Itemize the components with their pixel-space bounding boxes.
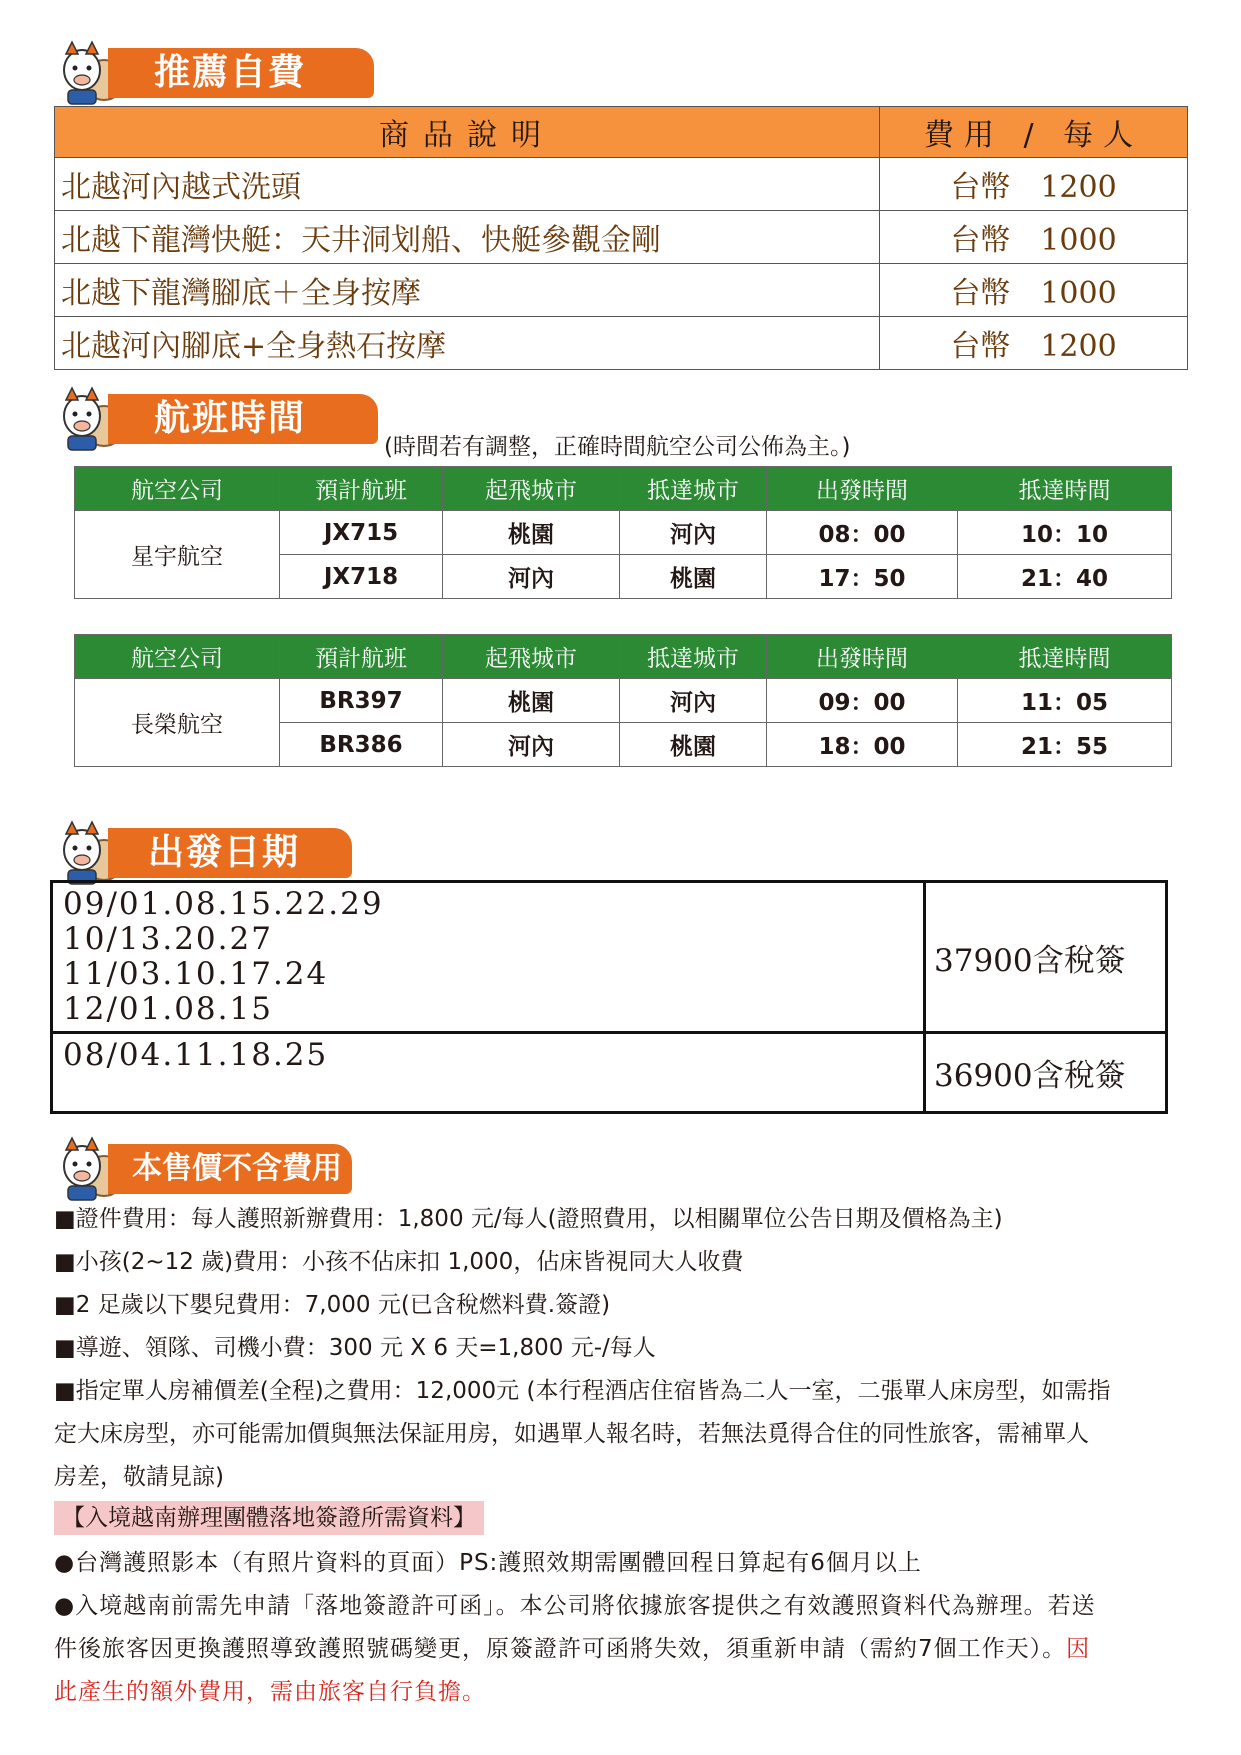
col-from: 起飛城市 [443,467,620,511]
col-airline: 航空公司 [75,467,280,511]
date-line: 12/01.08.15 [63,991,273,1027]
header-price: 費用 / 每人 [880,107,1188,158]
col-arrive: 抵達時間 [958,467,1172,511]
table-row [75,511,1172,555]
flight-table-eva [74,634,1172,767]
excluded-line: ■證件費用：每人護照新辦費用：1,800 元/每人(證照費用，以相關單位公告日期及價格為主) [54,1206,1003,1232]
col-from: 起飛城市 [443,635,620,679]
excluded-line: ■指定單人房補價差(全程)之費用：12,000元 (本行程酒店住宿皆為二人一室，二張單人床房型，如需指 [54,1378,1111,1404]
from-city: 桃園 [443,511,620,555]
col-to: 抵達城市 [620,467,767,511]
excluded-line: 房差，敬請見諒) [54,1464,224,1490]
section-title: 出發日期 [108,828,352,878]
date-line: 09/01.08.15.22.29 [63,886,384,922]
visa-line: ●入境越南前需先申請「落地簽證許可函」。本公司將依據旅客提供之有效護照資料代為辦理。若送 [54,1593,1096,1619]
section-header-recommended [58,40,378,96]
table-row [55,264,1188,317]
table-row [52,882,1167,1033]
flight-number: BR397 [280,679,443,723]
arrive-time: 21：40 [958,555,1172,599]
item-name: 北越下龍灣腳底＋全身按摩 [55,264,880,317]
to-city: 桃園 [620,555,767,599]
depart-time: 08：00 [767,511,958,555]
tour-price: 36900含稅簽 [925,1033,1167,1113]
item-price: 台幣 1000 [880,264,1188,317]
flight-number: JX715 [280,511,443,555]
to-city: 桃園 [620,723,767,767]
table-row [55,158,1188,211]
visa-warning: 此產生的額外費用，需由旅客自行負擔。 [54,1679,486,1705]
excluded-line: ■2 足歲以下嬰兒費用：7,000 元(已含稅燃料費.簽證) [54,1292,611,1318]
item-name: 北越河內越式洗頭 [55,158,880,211]
item-name: 北越河內腳底+全身熱石按摩 [55,317,880,370]
from-city: 桃園 [443,679,620,723]
airline-name: 星宇航空 [75,511,280,599]
from-city: 河內 [443,723,620,767]
flight-number: JX718 [280,555,443,599]
section-title: 航班時間 [108,394,378,444]
airline-name: 長榮航空 [75,679,280,767]
departure-table [50,880,1168,1114]
section-header-departure [58,820,358,876]
to-city: 河內 [620,511,767,555]
date-list [52,1033,925,1113]
flight-note: (時間若有調整，正確時間航空公司公佈為主。) [384,434,851,460]
flight-table-starlux [74,466,1172,599]
table-row [55,317,1188,370]
item-price: 台幣 1000 [880,211,1188,264]
section-header-flights [58,386,398,442]
tour-price: 37900含稅簽 [925,882,1167,1033]
date-line: 10/13.20.27 [63,921,273,957]
table-row [52,1033,1167,1113]
visa-line: 件後旅客因更換護照導致護照號碼變更，原簽證許可函將失效，須重新申請（需約7個工作天）。因 [54,1636,1091,1662]
section-title: 推薦自費 [108,48,374,98]
visa-title: 【入境越南辦理團體落地簽證所需資料】 [54,1497,484,1539]
col-depart: 出發時間 [767,467,958,511]
col-arrive: 抵達時間 [958,635,1172,679]
col-depart: 出發時間 [767,635,958,679]
item-price: 台幣 1200 [880,158,1188,211]
excluded-line: 定大床房型，亦可能需加價與無法保証用房，如遇單人報名時，若無法覓得合住的同性旅客，需補單人 [54,1421,1089,1447]
section-title: 本售價不含費用 [108,1144,352,1194]
date-line: 08/04.11.18.25 [63,1037,329,1073]
item-name: 北越下龍灣快艇：天井洞划船、快艇參觀金剛 [55,211,880,264]
recommended-table [54,106,1188,370]
table-row [75,679,1172,723]
excluded-line: ■導遊、領隊、司機小費：300 元 X 6 天=1,800 元-/每人 [54,1335,656,1361]
date-line: 11/03.10.17.24 [63,956,329,992]
header-item: 商品說明 [55,107,880,158]
flight-number: BR386 [280,723,443,767]
depart-time: 18：00 [767,723,958,767]
col-airline: 航空公司 [75,635,280,679]
table-row [55,211,1188,264]
arrive-time: 11：05 [958,679,1172,723]
to-city: 河內 [620,679,767,723]
visa-line: ●台灣護照影本（有照片資料的頁面）PS:護照效期需團體回程日算起有6個月以上 [54,1550,922,1576]
arrive-time: 10：10 [958,511,1172,555]
section-header-excluded [58,1136,358,1192]
item-price: 台幣 1200 [880,317,1188,370]
col-flight: 預計航班 [280,467,443,511]
depart-time: 09：00 [767,679,958,723]
col-to: 抵達城市 [620,635,767,679]
col-flight: 預計航班 [280,635,443,679]
arrive-time: 21：55 [958,723,1172,767]
date-list [52,882,925,1033]
excluded-line: ■小孩(2~12 歲)費用：小孩不佔床扣 1,000，佔床皆視同大人收費 [54,1249,744,1275]
depart-time: 17：50 [767,555,958,599]
from-city: 河內 [443,555,620,599]
